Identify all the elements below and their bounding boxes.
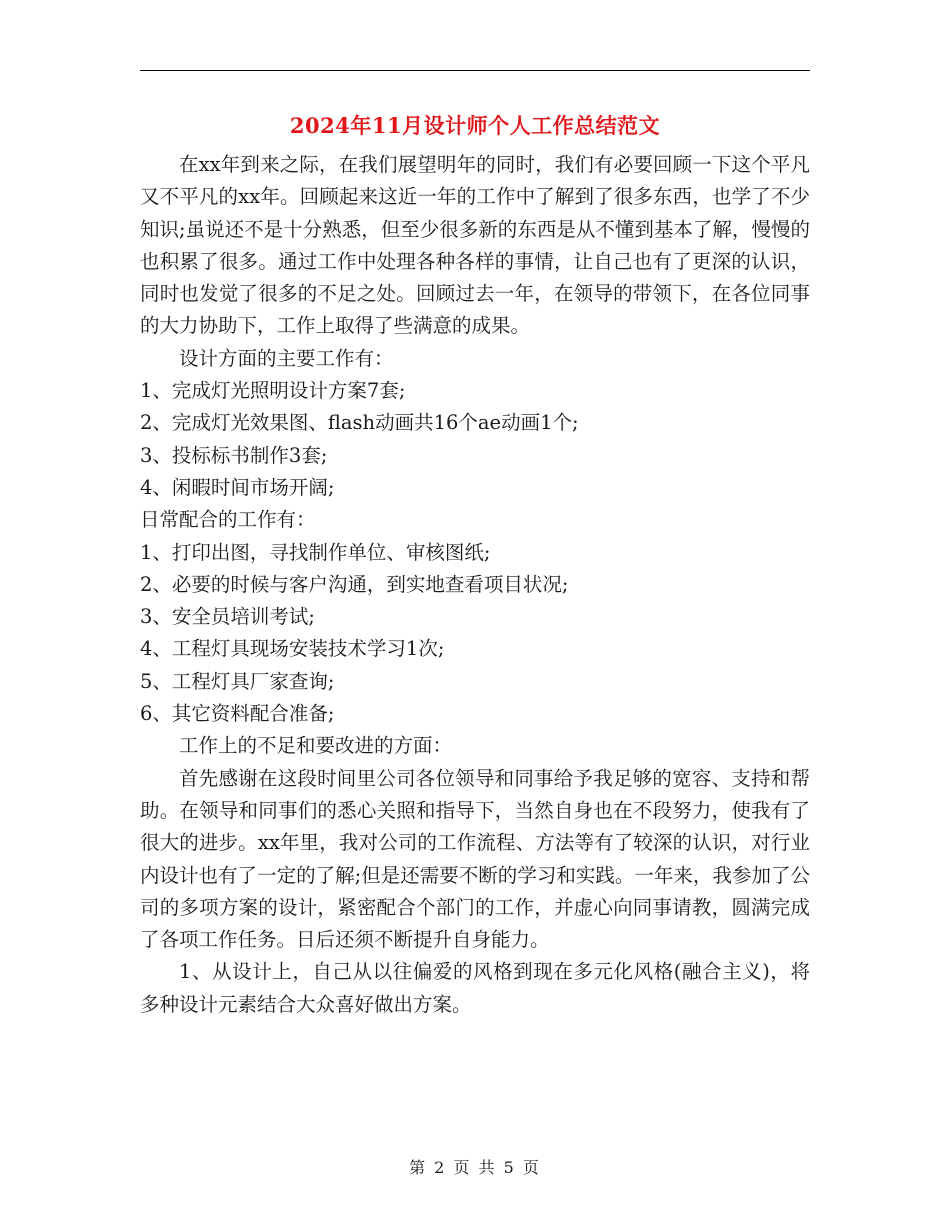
document-body	[140, 149, 810, 1021]
thanks-paragraph: 首先感谢在这段时间里公司各位领导和同事给予我足够的宽容、支持和帮助。在领导和同事们的悉心关照和指导下，当然自身也在不段努力，使我有了很大的进步。xx年里，我对公司的工作流程、方法等有了较深的认识，对行业内设计也有了一定的了解;但是还需要不断的学习和实践。一年来，我参加了公司的多项方案的设计，紧密配合个部门的工作，并虚心向同事请教，圆满完成了各项工作任务。日后还须不断提升自身能力。	[140, 766, 810, 952]
list-item: 3、投标标书制作3套;	[140, 443, 328, 467]
intro-paragraph: 在xx年到来之际，在我们展望明年的同时，我们有必要回顾一下这个平凡又不平凡的xx年。回顾起来这近一年的工作中了解到了很多东西，也学了不少知识;虽说还不是十分熟悉，但至少很多新的东西是从不懂到基本了解，慢慢的也积累了很多。通过工作中处理各种各样的事情，让自己也有了更深的认识，同时也发觉了很多的不足之处。回顾过去一年，在领导的带领下，在各位同事的大力协助下，工作上取得了些满意的成果。	[140, 153, 810, 338]
list-item: 4、工程灯具现场安装技术学习1次;	[140, 637, 445, 661]
list-item: 6、其它资料配合准备;	[140, 702, 335, 726]
page-footer: 第 2 页 共 5 页	[409, 1158, 541, 1177]
list-item: 2、必要的时候与客户沟通，到实地查看项目状况;	[140, 572, 569, 596]
list-item: 1、完成灯光照明设计方案7套;	[140, 379, 406, 403]
list-item: 2、完成灯光效果图、flash动画共16个ae动画1个;	[140, 411, 579, 435]
list-item: 4、闲暇时间市场开阔;	[140, 475, 335, 499]
daily-work-heading: 日常配合的工作有：	[140, 508, 316, 532]
improvement-heading: 工作上的不足和要改进的方面：	[179, 734, 453, 758]
header-rule	[140, 70, 810, 71]
design-style-paragraph: 1、从设计上，自己从以往偏爱的风格到现在多元化风格(融合主义)，将多种设计元素结合大众喜好做出方案。	[140, 960, 810, 1016]
list-item: 3、安全员培训考试;	[140, 605, 315, 629]
document-title: 2024年11月设计师个人工作总结范文	[289, 113, 661, 138]
list-item: 5、工程灯具厂家查询;	[140, 669, 335, 693]
list-item: 1、打印出图，寻找制作单位、审核图纸;	[140, 540, 491, 564]
design-work-heading: 设计方面的主要工作有：	[179, 346, 394, 370]
